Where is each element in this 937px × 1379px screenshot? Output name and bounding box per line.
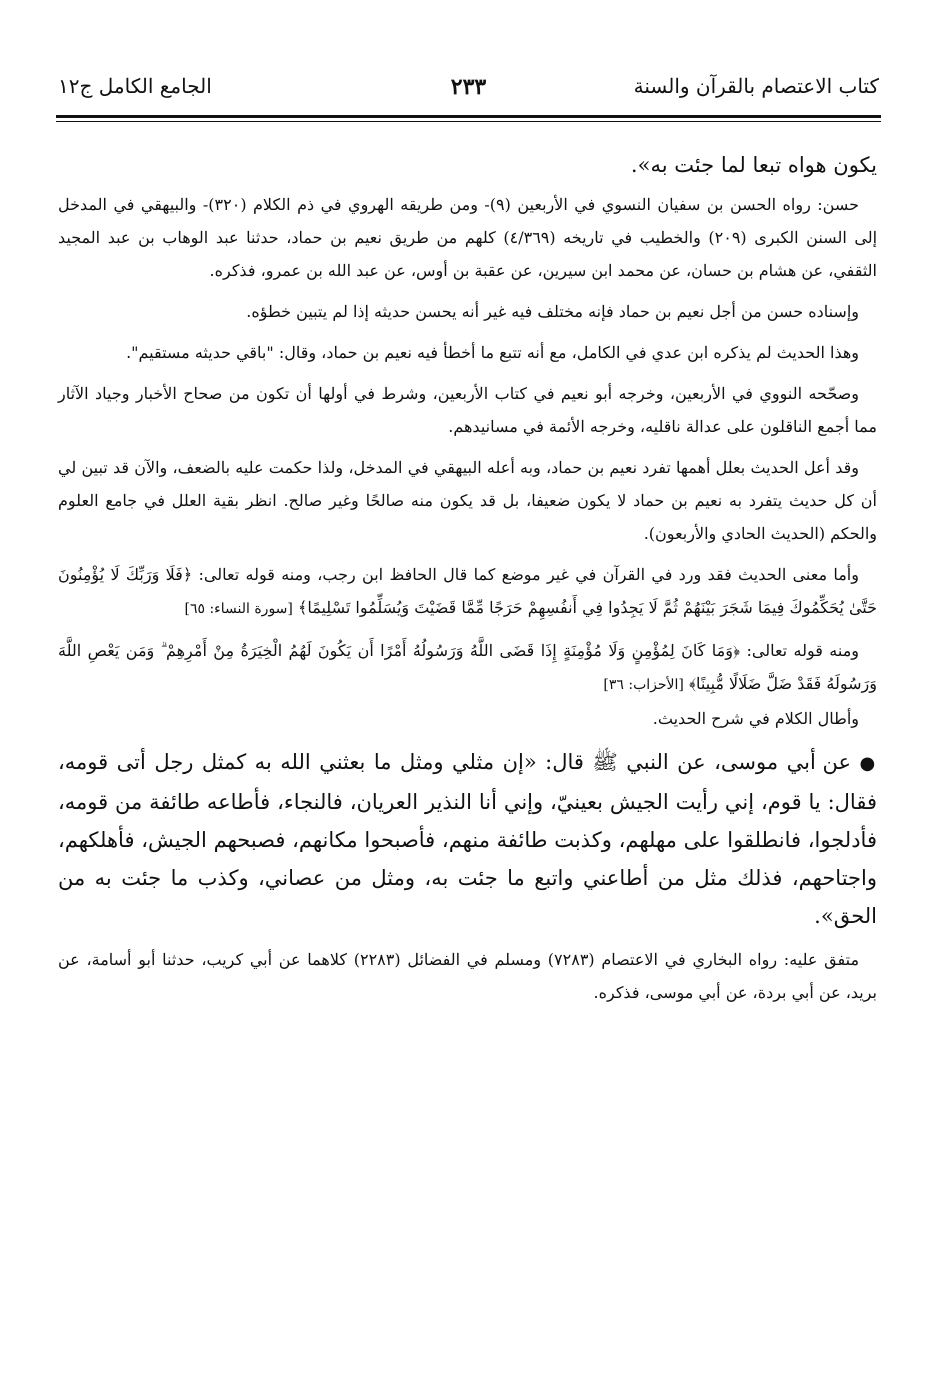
ahzab-paragraph xyxy=(58,634,877,702)
quran-verse-ahzab: ﴿وَمَا كَانَ لِمُؤْمِنٍ وَلَا مُؤْمِنَةٍ إِذَا قَضَى اللَّهُ وَرَسُولُهُ أَمْرًا أَن يَكُونَ لَهُمُ الْخِيَرَةُ مِنْ أَمْرِهِمْ ۗ وَمَن يَعْصِ اللَّهَ وَرَسُولَهُ فَقَدْ ضَلَّ ضَلَالًا مُّبِينًا﴾ xyxy=(58,641,877,693)
isnad-paragraph: وإسناده حسن من أجل نعيم بن حماد فإنه مختلف فيه غير أنه يحسن حديثه إذا لم يتبين خطؤه. xyxy=(246,302,859,321)
sharh-paragraph: وأطال الكلام في شرح الحديث. xyxy=(652,709,859,728)
page-number: ٢٣٣ xyxy=(450,74,487,100)
volume-label: الجامع الكامل ج١٢ xyxy=(58,74,212,98)
ibn-adi-paragraph: وهذا الحديث لم يذكره ابن عدي في الكامل، مع أنه تتبع ما أخطأ فيه نعيم بن حماد، وقال: "باقي حديثه مستقيم". xyxy=(126,343,859,362)
nawawi-paragraph: وصحّحه النووي في الأربعين، وخرجه أبو نعيم في كتاب الأربعين، وشرط في أولها أن تكون من صحاح الأخبار وجياد الآثار مما أجمع الناقلون على عدالة ناقليه، وخرجه الأئمة في مسانيدهم. xyxy=(58,384,877,436)
takhrij-paragraph-2: متفق عليه: رواه البخاري في الاعتصام (٧٢٨٣) ومسلم في الفضائل (٢٢٨٣) كلاهما عن أبي كريب، حدثنا أبو أسامة، عن بريد، عن أبي بردة، عن أبي موسى، فذكره. xyxy=(58,950,877,1002)
takhrij-paragraph: حسن: رواه الحسن بن سفيان النسوي في الأربعين (٩)- ومن طريقه الهروي في ذم الكلام (٣٢٠)- والبيهقي في المدخل إلى السنن الكبرى (٢٠٩) والخطيب في تاريخه (٤/٣٦٩) كلهم من طريق نعيم بن حماد، حدثنا عبد الوهاب بن عبد المجيد الثقفي، عن هشام بن حسان، عن محمد ابن سيرين، عن عقبة بن أوس، عن عبد الله بن عمرو، فذكره. xyxy=(58,195,878,280)
header-rule-thick xyxy=(56,115,881,118)
illal-paragraph: وقد أعل الحديث بعلل أهمها تفرد نعيم بن حماد، وبه أعله البيهقي في المدخل، ولذا حكمت عليه بالضعف، والآن قد تبين لي أن كل حديث يتفرد به نعيم بن حماد لا يكون ضعيفا، بل قد يكون منه صالحًا وغير صالح. انظر بقية العلل في جامع العلوم والحكم (الحديث الحادي والأربعون). xyxy=(58,458,878,543)
ahzab-intro: ومنه قوله تعالى: xyxy=(746,641,859,660)
running-header xyxy=(58,74,879,108)
page-content xyxy=(58,146,877,1009)
header-rule-thin xyxy=(56,121,881,122)
meaning-intro: وأما معنى الحديث فقد ورد في القرآن في غير موضع كما قال الحافظ ابن رجب، ومنه قوله تعالى: xyxy=(198,565,859,584)
meaning-paragraph xyxy=(58,558,877,626)
bullet-icon: ● xyxy=(859,753,877,774)
book-title: كتاب الاعتصام بالقرآن والسنة xyxy=(633,74,879,98)
verse-reference-ahzab: [الأحزاب: ٣٦] xyxy=(603,677,684,693)
quran-verse-nisa: ﴿فَلَا وَرَبِّكَ لَا يُؤْمِنُونَ حَتَّىٰ يُحَكِّمُوكَ فِيمَا شَجَرَ بَيْنَهُمْ ثُمَّ لَا يَجِدُوا فِي أَنفُسِهِمْ حَرَجًا مِّمَّا قَضَيْتَ وَيُسَلِّمُوا تَسْلِيمًا﴾ xyxy=(58,565,877,617)
hadith-ending: يكون هواه تبعا لما جئت به». xyxy=(630,153,877,177)
verse-reference-nisa: [سورة النساء: ٦٥] xyxy=(184,601,293,617)
hadith-text xyxy=(58,743,877,935)
hadith-body: عن أبي موسى، عن النبي ﷺ قال: «إن مثلي ومثل ما بعثني الله به كمثل رجل أتى قومه، فقال: يا قوم، إني رأيت الجيش بعينيّ، وإني أنا النذير العريان، فالنجاء، فأطاعه طائفة من قومه، فأدلجوا، فانطلقوا على مهلهم، وكذبت طائفة منهم، فأصبحوا مكانهم، فصبحهم الجيش، فأهلكهم، واجتاحهم، فذلك مثل من أطاعني واتبع ما جئت به، ومثل من عصاني، وكذب ما جئت به من الحق». xyxy=(58,750,877,928)
